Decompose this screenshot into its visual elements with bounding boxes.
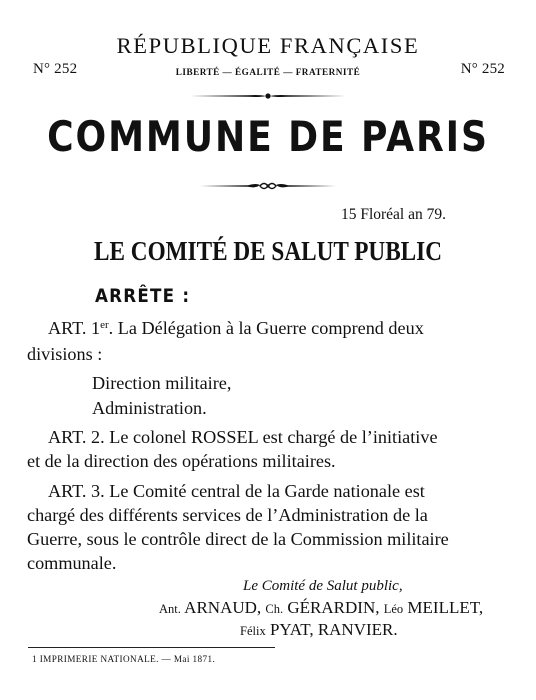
article-3-line-4: communale. xyxy=(27,553,117,573)
article-1-line-2: divisions : xyxy=(27,344,103,364)
poster-number-right: N° 252 xyxy=(460,61,505,77)
republic-heading: RÉPUBLIQUE FRANÇAISE xyxy=(116,33,420,58)
poster-number-left: N° 252 xyxy=(33,61,78,77)
ornamental-divider-bottom xyxy=(198,179,338,193)
printer-imprint: 1 IMPRIMERIE NATIONALE. — Mai 1871. xyxy=(32,654,216,664)
main-title: COMMUNE DE PARIS xyxy=(47,112,489,161)
gerardin-prefix: Ch. xyxy=(265,602,284,616)
signature-title: Le Comité de Salut public, xyxy=(243,578,403,594)
meillet-prefix: Léo xyxy=(383,602,404,616)
article-2-line-1: ART. 2. Le colonel ROSSEL est chargé de l’initiative xyxy=(48,427,438,447)
article-3-line-3: Guerre, sous le contrôle direct de la Commission militaire xyxy=(27,529,449,549)
article-3-line-1: ART. 3. Le Comité central de la Garde nationale est xyxy=(48,481,425,501)
pyat-prefix: Félix xyxy=(240,624,266,638)
signatory-meillet: MEILLET, xyxy=(403,598,484,617)
decree-date: 15 Floréal an 79. xyxy=(340,206,446,223)
article-1-text: . La Délégation à la Guerre comprend deux xyxy=(108,318,424,338)
article-1-item-2: Administration. xyxy=(92,398,207,418)
article-1-item-1: Direction militaire, xyxy=(92,373,232,393)
article-1-line-1 xyxy=(48,318,424,339)
decree-word: ARRÊTE : xyxy=(95,285,191,307)
article-2-line-2: et de la direction des opérations militaires. xyxy=(27,451,336,471)
ornamental-divider-top xyxy=(188,90,348,102)
signatories-line-1 xyxy=(159,598,483,618)
arnaud-prefix: Ant. xyxy=(159,602,181,616)
signatory-gerardin: GÉRARDIN, xyxy=(283,598,384,617)
republic-motto: LIBERTÉ — ÉGALITÉ — FRATERNITÉ xyxy=(175,67,361,77)
signatories-line-2 xyxy=(240,620,398,640)
footer-rule xyxy=(28,647,275,648)
article-1-prefix: ART. 1 xyxy=(48,318,101,338)
signatory-pyat-ranvier: PYAT, RANVIER. xyxy=(265,620,398,639)
article-3-line-2: chargé des différents services de l’Administration de la xyxy=(27,505,428,525)
authority-heading: LE COMITÉ DE SALUT PUBLIC xyxy=(94,236,442,266)
article-1-superscript: er xyxy=(100,319,109,331)
signatory-arnaud: ARNAUD, xyxy=(180,598,266,617)
